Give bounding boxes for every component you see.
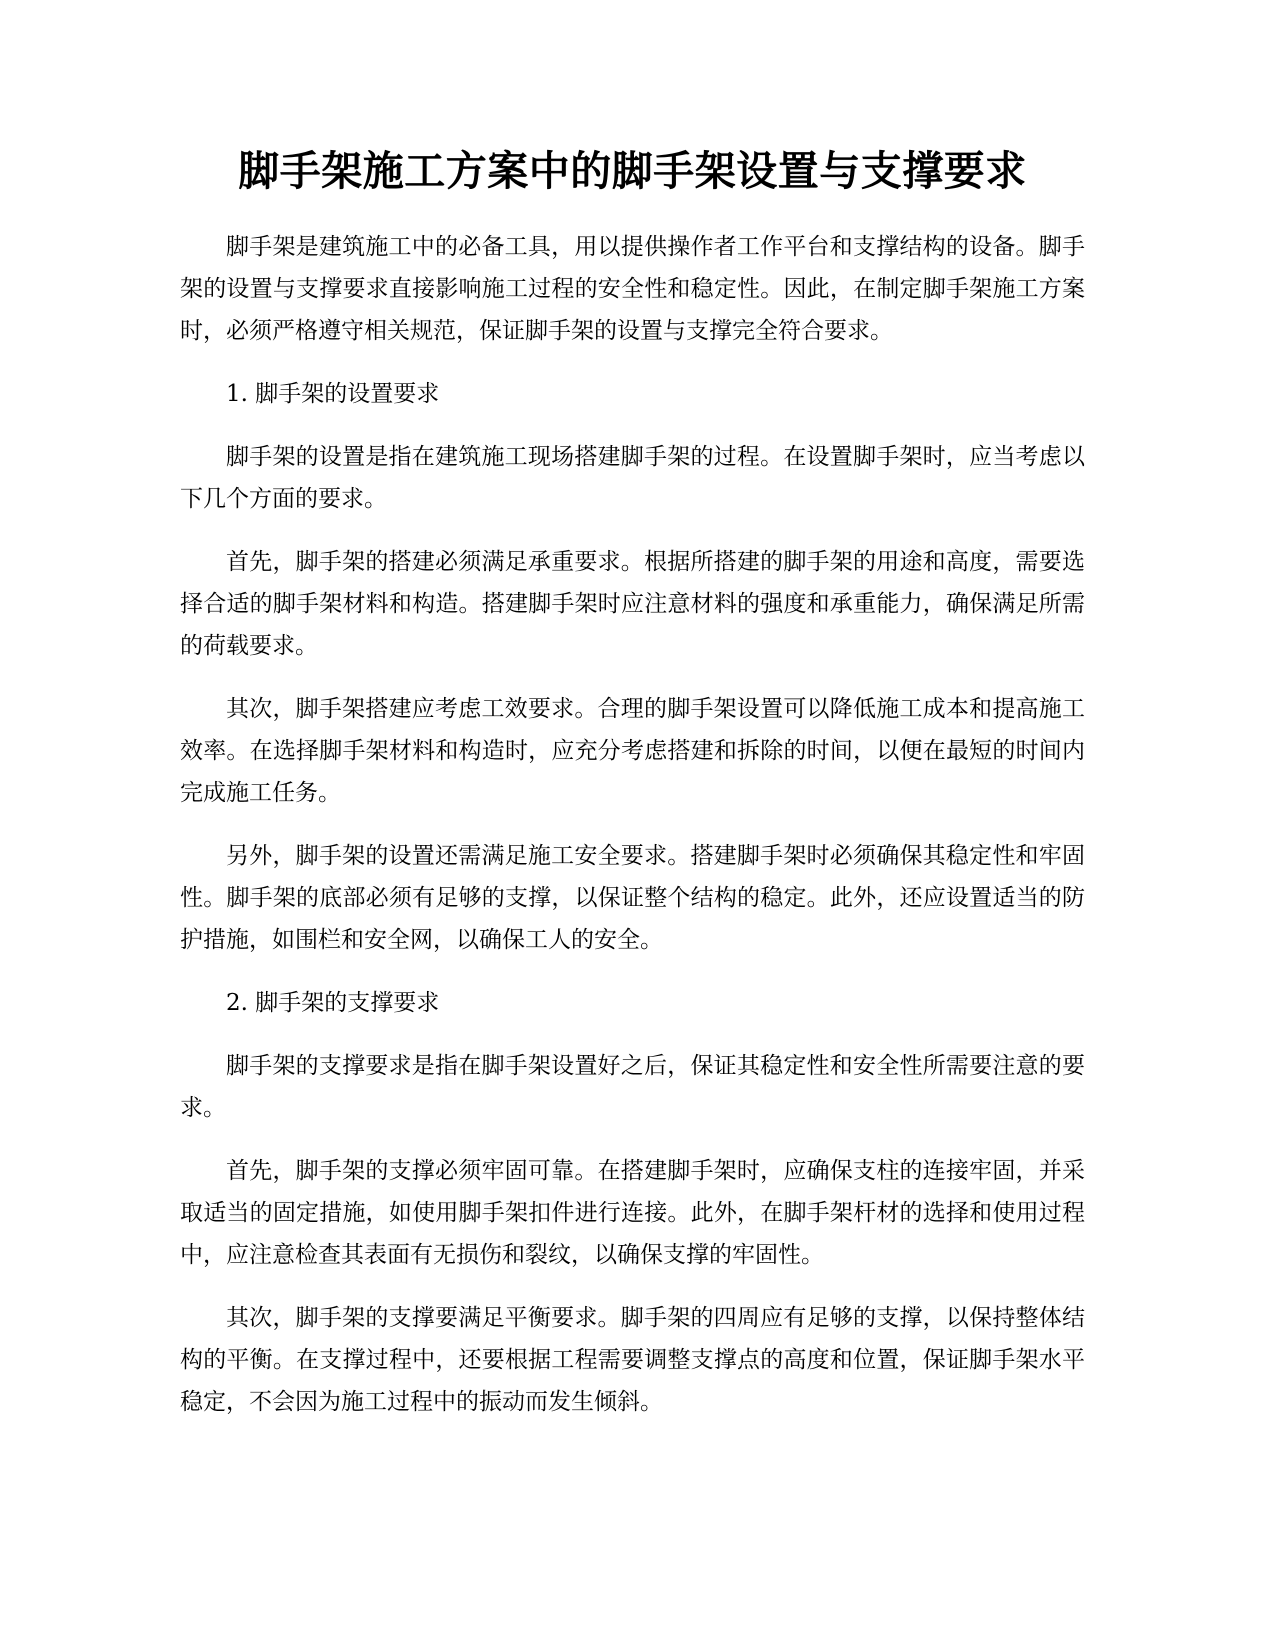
paragraph-support-definition: 脚手架的支撑要求是指在脚手架设置好之后，保证其稳定性和安全性所需要注意的要求。 (180, 1053, 1085, 1121)
section-heading-support: 2. 脚手架的支撑要求 (226, 990, 440, 1016)
paragraph-safety-requirement: 另外，脚手架的设置还需满足施工安全要求。搭建脚手架时必须确保其稳定性和牢固性。脚手架的底部必须有足够的支撑，以保证整个结构的稳定。此外，还应设置适当的防护措施，如围栏和安全网，以确保工人的安全。 (180, 843, 1085, 953)
paragraph-setup-definition: 脚手架的设置是指在建筑施工现场搭建脚手架的过程。在设置脚手架时，应当考虑以下几个方面的要求。 (180, 444, 1085, 512)
document-body (180, 226, 1085, 1423)
paragraph-efficiency-requirement: 其次，脚手架搭建应考虑工效要求。合理的脚手架设置可以降低施工成本和提高施工效率。在选择脚手架材料和构造时，应充分考虑搭建和拆除的时间，以便在最短的时间内完成施工任务。 (180, 696, 1085, 806)
page-title: 脚手架施工方案中的脚手架设置与支撑要求 (238, 147, 1027, 195)
paragraph-support-balance: 其次，脚手架的支撑要满足平衡要求。脚手架的四周应有足够的支撑，以保持整体结构的平衡。在支撑过程中，还要根据工程需要调整支撑点的高度和位置，保证脚手架水平稳定，不会因为施工过程中的振动而发生倾斜。 (180, 1305, 1085, 1415)
paragraph-support-firmness: 首先，脚手架的支撑必须牢固可靠。在搭建脚手架时，应确保支柱的连接牢固，并采取适当的固定措施，如使用脚手架扣件进行连接。此外，在脚手架杆材的选择和使用过程中，应注意检查其表面有无损伤和裂纹，以确保支撑的牢固性。 (180, 1158, 1085, 1268)
section-heading-setup: 1. 脚手架的设置要求 (226, 381, 440, 407)
intro-paragraph: 脚手架是建筑施工中的必备工具，用以提供操作者工作平台和支撑结构的设备。脚手架的设置与支撑要求直接影响施工过程的安全性和稳定性。因此，在制定脚手架施工方案时，必须严格遵守相关规范，保证脚手架的设置与支撑完全符合要求。 (180, 234, 1085, 344)
paragraph-load-requirement: 首先，脚手架的搭建必须满足承重要求。根据所搭建的脚手架的用途和高度，需要选择合适的脚手架材料和构造。搭建脚手架时应注意材料的强度和承重能力，确保满足所需的荷载要求。 (180, 549, 1085, 659)
document-page (180, 140, 1085, 1444)
